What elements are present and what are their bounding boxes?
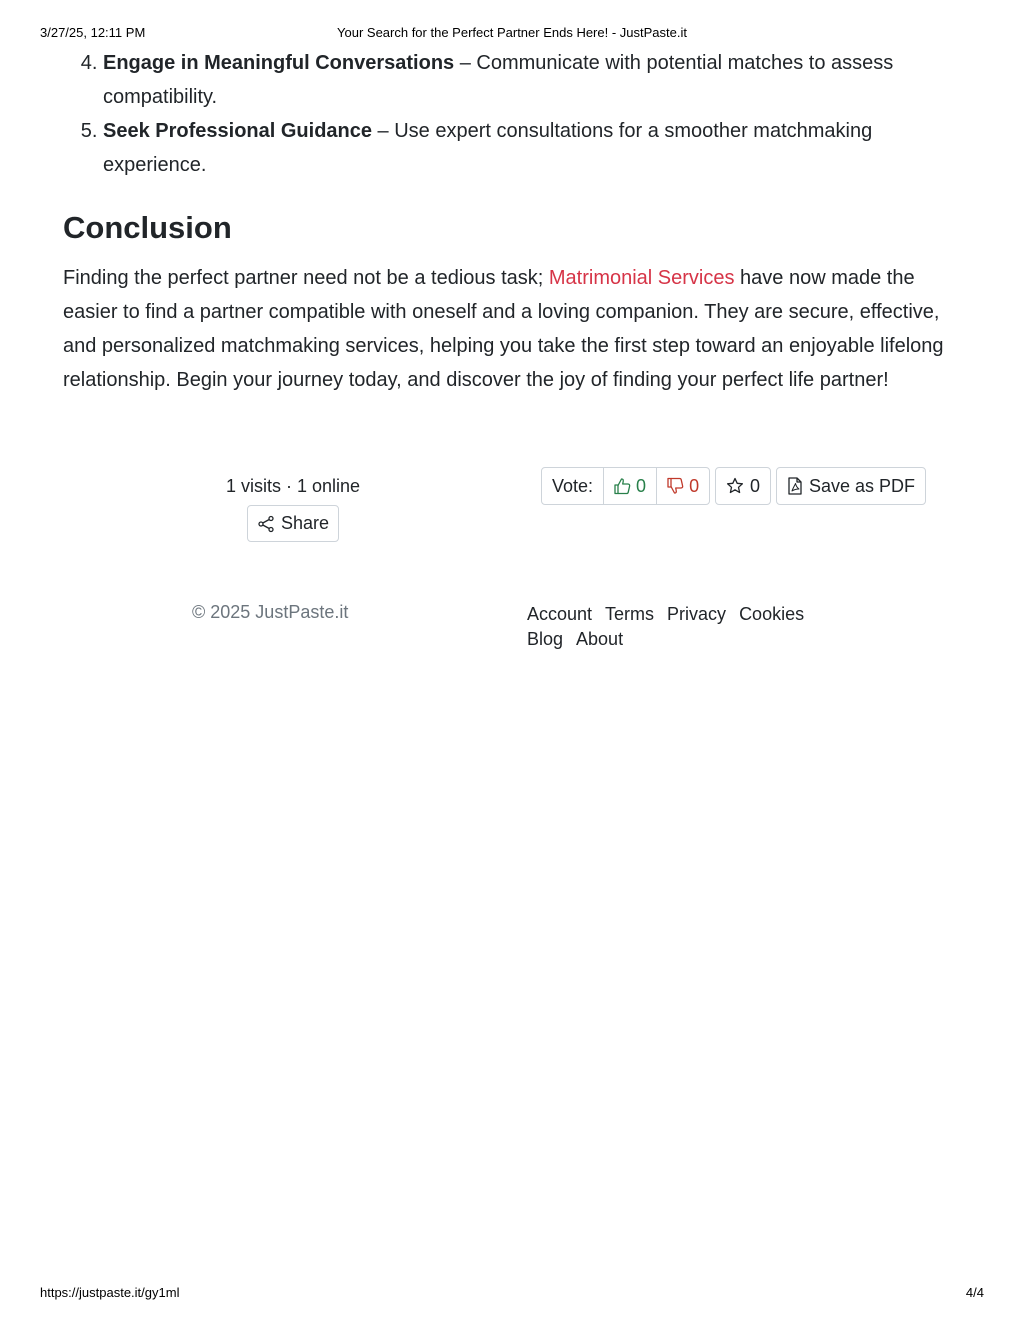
list-item [103, 46, 948, 114]
share-button[interactable] [247, 505, 339, 542]
footer-link-cookies[interactable]: Cookies [739, 604, 805, 624]
print-datetime: 3/27/25, 12:11 PM [40, 25, 146, 40]
print-page-number: 4/4 [965, 1285, 984, 1300]
share-label: Share [280, 513, 330, 533]
steps-list [63, 46, 948, 182]
print-header [40, 25, 984, 41]
conclusion-paragraph [63, 261, 948, 397]
upvote-button[interactable] [603, 468, 656, 504]
vote-label [542, 468, 603, 504]
favorite-count: 0 [750, 475, 761, 496]
list-item [103, 114, 948, 182]
step-text: – Use expert consultations for a smoother matchmaking experience. [103, 120, 873, 176]
footer-link-blog[interactable]: Blog [527, 629, 564, 649]
step-text: – Communicate with potential matches to assess compatibility. [103, 52, 894, 108]
pdf-file-icon [787, 477, 803, 495]
upvote-count: 0 [636, 475, 647, 496]
article-content [63, 46, 948, 391]
footer-link-account[interactable]: Account [527, 604, 593, 624]
print-footer [40, 1285, 984, 1301]
step-title: Seek Professional Guidance [103, 120, 372, 142]
print-page-title: Your Search for the Perfect Partner Ends Here! - JustPaste.it [337, 25, 687, 40]
favorite-button[interactable] [715, 467, 771, 505]
downvote-count: 0 [689, 475, 700, 496]
matrimonial-services-link[interactable]: Matrimonial Services [548, 267, 735, 289]
print-url: https://justpaste.it/gy1ml [40, 1285, 180, 1300]
vote-label-text: Vote: [552, 475, 594, 496]
star-icon [726, 477, 744, 495]
footer-links [527, 602, 817, 652]
conclusion-heading: Conclusion [63, 210, 232, 245]
share-icon [257, 515, 275, 533]
thumbs-up-icon [614, 477, 631, 495]
paragraph-text: Finding the perfect partner need not be a tedious task; [63, 267, 549, 289]
footer-link-terms[interactable]: Terms [605, 604, 655, 624]
footer-link-about[interactable]: About [576, 629, 624, 649]
downvote-button[interactable] [656, 468, 709, 504]
footer-link-privacy[interactable]: Privacy [667, 604, 727, 624]
vote-group [541, 467, 710, 505]
visit-stats: 1 visits · 1 online [225, 476, 361, 496]
copyright-text: © 2025 JustPaste.it [192, 602, 349, 622]
save-as-pdf-label: Save as PDF [809, 475, 916, 496]
thumbs-down-icon [667, 477, 684, 495]
paragraph-text: have now made the easier to find a partner compatible with oneself and a loving companion. They are secure, effective, and personalized matchmaking services, helping you take the first step toward an enjoyable lifelong relationship. Begin your journey today, and discover the joy of finding your perfect life partner! [63, 267, 944, 391]
save-as-pdf-button[interactable] [776, 467, 926, 505]
step-title: Engage in Meaningful Conversations [103, 52, 455, 74]
